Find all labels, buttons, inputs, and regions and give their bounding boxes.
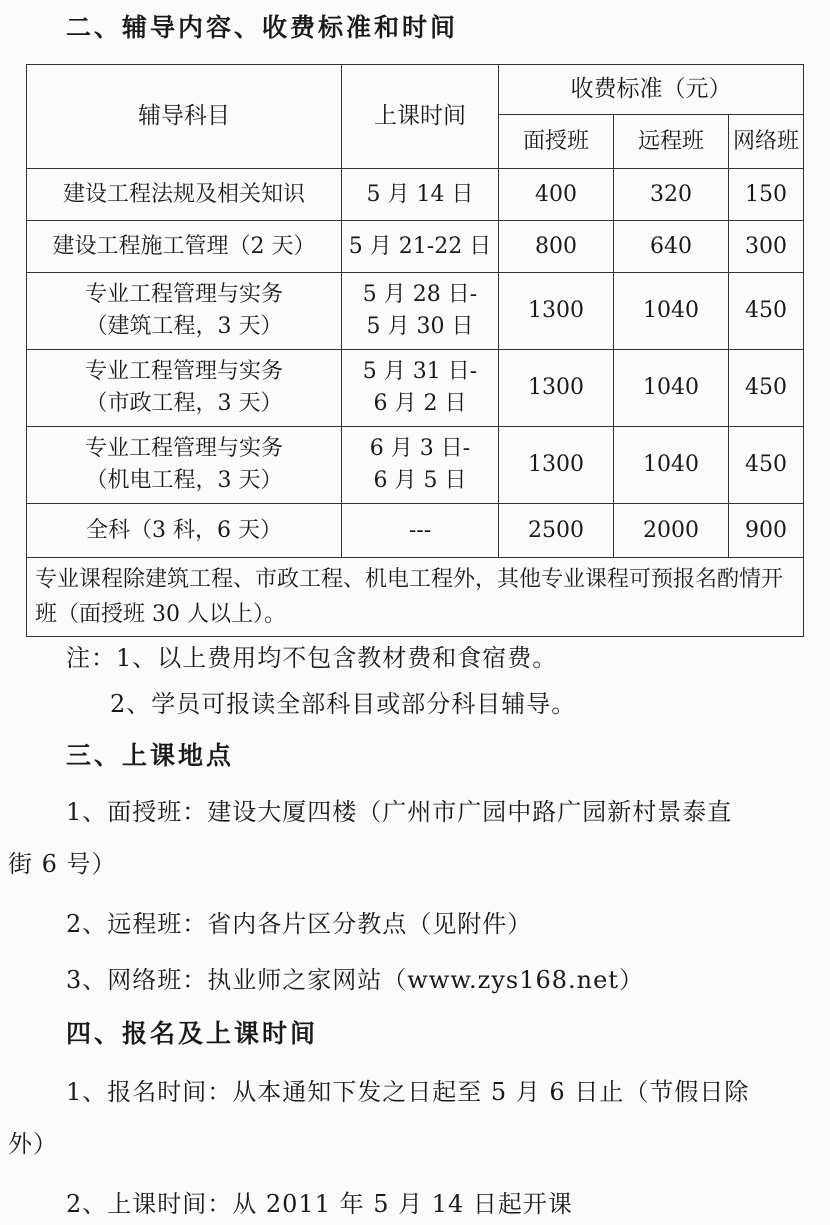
registration-time: 1、报名时间：从本通知下发之日起至 5 月 6 日止（节假日除 bbox=[66, 1078, 750, 1106]
remote-fee: 1040 bbox=[614, 350, 729, 427]
class-start-time: 2、上课时间：从 2011 年 5 月 14 日起开课 bbox=[66, 1190, 573, 1218]
subject-cell: 专业工程管理与实务 （机电工程，3 天） bbox=[27, 427, 342, 504]
table-row bbox=[27, 427, 804, 504]
location-remote: 2、远程班：省内各片区分教点（见附件） bbox=[66, 910, 533, 938]
table-row bbox=[27, 350, 804, 427]
time-cell: 5 月 31 日- 6 月 2 日 bbox=[342, 350, 499, 427]
online-fee: 300 bbox=[729, 221, 804, 273]
remote-fee: 640 bbox=[614, 221, 729, 273]
location-face-cont: 街 6 号） bbox=[8, 850, 117, 878]
subject-cell: 建设工程施工管理（2 天） bbox=[27, 221, 342, 273]
subject-cell: 建设工程法规及相关知识 bbox=[27, 169, 342, 221]
remote-fee: 1040 bbox=[614, 273, 729, 350]
online-fee: 450 bbox=[729, 350, 804, 427]
header-online: 网络班 bbox=[729, 115, 804, 169]
registration-time-cont: 外） bbox=[8, 1130, 58, 1158]
time-cell: 5 月 14 日 bbox=[342, 169, 499, 221]
note-1: 注：1、以上费用均不包含教材费和食宿费。 bbox=[66, 644, 558, 672]
table-row bbox=[27, 273, 804, 350]
table-row bbox=[27, 504, 804, 558]
online-fee: 900 bbox=[729, 504, 804, 558]
location-online: 3、网络班：执业师之家网站（www.zys168.net） bbox=[66, 966, 644, 994]
face-fee: 800 bbox=[499, 221, 614, 273]
face-fee: 400 bbox=[499, 169, 614, 221]
online-fee: 150 bbox=[729, 169, 804, 221]
face-fee: 1300 bbox=[499, 427, 614, 504]
header-face: 面授班 bbox=[499, 115, 614, 169]
table-row bbox=[27, 221, 804, 273]
subject-cell: 全科（3 科，6 天） bbox=[27, 504, 342, 558]
header-time: 上课时间 bbox=[342, 65, 499, 169]
table-footnote: 专业课程除建筑工程、市政工程、机电工程外，其他专业课程可预报名酌情开班（面授班 30 人以上）。 bbox=[27, 558, 804, 637]
section-4-title: 四、报名及上课时间 bbox=[66, 1019, 319, 1048]
face-fee: 1300 bbox=[499, 350, 614, 427]
remote-fee: 2000 bbox=[614, 504, 729, 558]
time-cell: 5 月 28 日- 5 月 30 日 bbox=[342, 273, 499, 350]
online-fee: 450 bbox=[729, 427, 804, 504]
subject-cell: 专业工程管理与实务 （建筑工程，3 天） bbox=[27, 273, 342, 350]
remote-fee: 1040 bbox=[614, 427, 729, 504]
header-subject: 辅导科目 bbox=[27, 65, 342, 169]
time-cell: --- bbox=[342, 504, 499, 558]
subject-cell: 专业工程管理与实务 （市政工程，3 天） bbox=[27, 350, 342, 427]
note-2: 2、学员可报读全部科目或部分科目辅导。 bbox=[110, 690, 577, 718]
face-fee: 1300 bbox=[499, 273, 614, 350]
face-fee: 2500 bbox=[499, 504, 614, 558]
time-cell: 5 月 21-22 日 bbox=[342, 221, 499, 273]
header-fee-group: 收费标准（元） bbox=[499, 65, 804, 115]
section-2-title: 二、辅导内容、收费标准和时间 bbox=[66, 13, 459, 42]
header-remote: 远程班 bbox=[614, 115, 729, 169]
fee-table bbox=[26, 64, 804, 637]
table-row bbox=[27, 169, 804, 221]
remote-fee: 320 bbox=[614, 169, 729, 221]
online-fee: 450 bbox=[729, 273, 804, 350]
time-cell: 6 月 3 日- 6 月 5 日 bbox=[342, 427, 499, 504]
section-3-title: 三、上课地点 bbox=[66, 741, 235, 770]
location-face: 1、面授班：建设大厦四楼（广州市广园中路广园新村景泰直 bbox=[66, 798, 733, 826]
